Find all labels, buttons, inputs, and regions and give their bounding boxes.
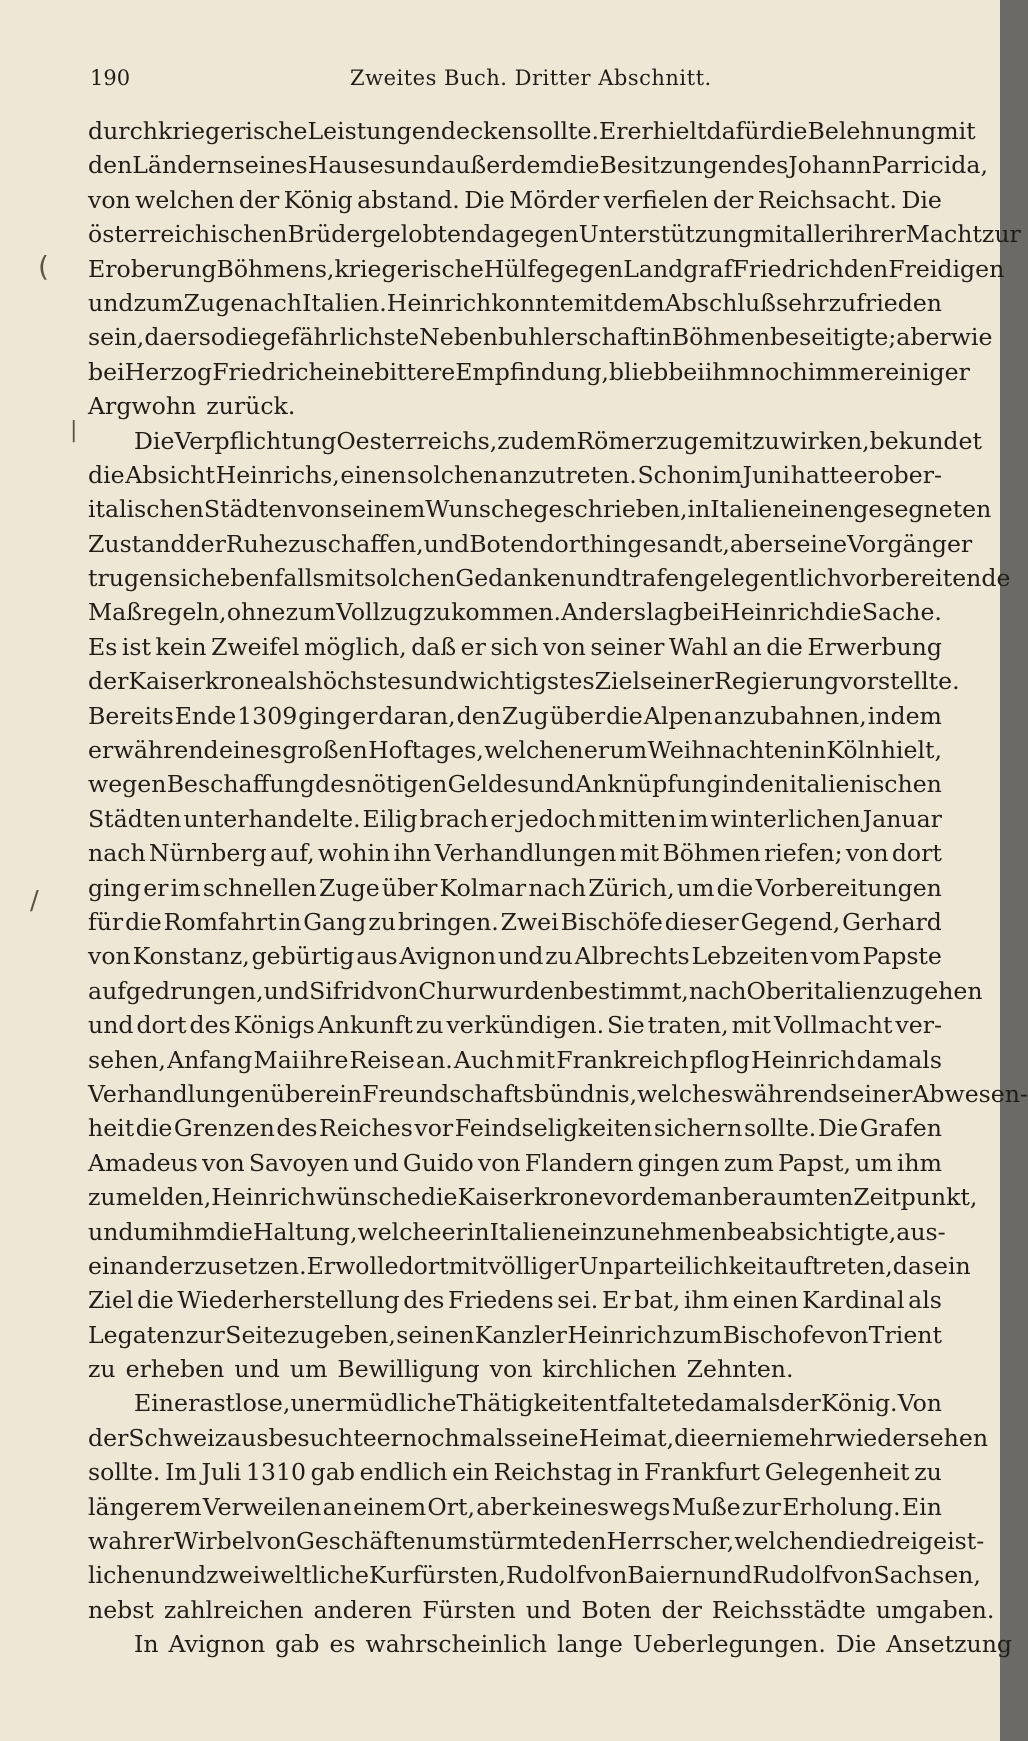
page-header bbox=[88, 66, 942, 106]
text-line: ging er im schnellen Zuge über Kolmar nach Zürich, um die Vorbereitungen bbox=[88, 873, 942, 902]
text-line: er während eines großen Hoftages, welchen er um Weihnachten in Köln hielt, bbox=[88, 736, 942, 765]
text-line: Eroberung Böhmens, kriegerische Hülfe gegen Landgraf Friedrich den Freidigen bbox=[88, 254, 1005, 283]
text-line: sein, da er so die gefährlichste Nebenbuhlerschaft in Böhmen beseitigte; aber wie bbox=[88, 323, 993, 352]
text-line: den Ländern seines Hauses und außerdem die Besitzungen des Johann Parricida, bbox=[88, 151, 988, 180]
margin-mark-1: ( bbox=[38, 250, 49, 283]
text-line: längerem Verweilen an einem Ort, aber keineswegs Muße zur Erholung. Ein bbox=[88, 1492, 942, 1521]
text-line: von Konstanz, gebürtig aus Avignon und zu Albrechts Lebzeiten vom Papste bbox=[88, 942, 942, 971]
text-line: Maßregeln, ohne zum Vollzug zu kommen. Anders lag bei Heinrich die Sache. bbox=[88, 598, 942, 627]
margin-mark-3: / bbox=[30, 886, 39, 916]
text-line: Amadeus von Savoyen und Guido von Flandern gingen zum Papst, um ihm bbox=[88, 1148, 942, 1177]
text-line: und um ihm die Haltung, welche er in Italien einzunehmen beabsichtigte, aus- bbox=[88, 1217, 946, 1246]
text-line: österreichischen Brüder gelobten dagegen Unterstützung mit aller ihrer Macht zur bbox=[88, 220, 1021, 249]
text-line: der Schweiz aus besuchte er nochmals seine Heimat, die er nie mehr wiedersehen bbox=[88, 1423, 989, 1452]
text-line: wegen Beschaffung des nötigen Geldes und Anknüpfung in den italienischen bbox=[88, 770, 942, 799]
text-line: einanderzusetzen. Er wolle dort mit völliger Unparteilichkeit auftreten, da sein bbox=[88, 1251, 971, 1280]
text-line: Es ist kein Zweifel möglich, daß er sich von seiner Wahl an die Erwerbung bbox=[88, 632, 942, 661]
text-line: In Avignon gab es wahrscheinlich lange Ueberlegungen. Die Ansetzung bbox=[134, 1630, 1012, 1659]
text-line: für die Romfahrt in Gang zu bringen. Zwei Bischöfe dieser Gegend, Gerhard bbox=[88, 907, 942, 936]
page-number: 190 bbox=[90, 66, 131, 90]
text-line: Argwohn zurück. bbox=[88, 392, 296, 421]
text-line: Legaten zur Seite zu geben, seinen Kanzler Heinrich zum Bischofe von Trient bbox=[88, 1320, 942, 1349]
text-line: Städten unterhandelte. Eilig brach er jedoch mitten im winterlichen Januar bbox=[88, 804, 942, 833]
running-head: Zweites Buch. Dritter Abschnitt. bbox=[350, 66, 712, 90]
text-line: sollte. Im Juli 1310 gab endlich ein Reichstag in Frankfurt Gelegenheit zu bbox=[88, 1458, 942, 1487]
text-line: und zum Zuge nach Italien. Heinrich konnte mit dem Abschluß sehr zufrieden bbox=[88, 288, 942, 317]
text-line: sehen, Anfang Mai ihre Reise an. Auch mit Frankreich pflog Heinrich damals bbox=[88, 1045, 942, 1074]
text-line: und dort des Königs Ankunft zu verkündigen. Sie traten, mit Vollmacht ver- bbox=[88, 1011, 942, 1040]
text-line: aufgedrungen, und Sifrid von Chur wurden bestimmt, nach Oberitalien zu gehen bbox=[88, 976, 983, 1005]
text-line: wahrer Wirbel von Geschäften umstürmte den Herrscher, welchen die drei geist- bbox=[88, 1527, 985, 1556]
text-line: zu erheben und um Bewilligung von kirchlichen Zehnten. bbox=[88, 1355, 794, 1384]
text-line: der Kaiserkrone als höchstes und wichtigstes Ziel seiner Regierung vorstellte. bbox=[88, 667, 960, 696]
text-line: nach Nürnberg auf, wohin ihn Verhandlungen mit Böhmen riefen; von dort bbox=[88, 839, 942, 868]
text-line: Die Verpflichtung Oesterreichs, zu dem Römerzuge mitzuwirken, bekundet bbox=[134, 426, 982, 455]
text-line: Bereits Ende 1309 ging er daran, den Zug über die Alpen anzubahnen, indem bbox=[88, 701, 942, 730]
text-line: nebst zahlreichen anderen Fürsten und Boten der Reichsstädte umgaben. bbox=[88, 1595, 995, 1624]
text-line: italischen Städten von seinem Wunsche geschrieben, in Italien einen gesegneten bbox=[88, 495, 992, 524]
text-line: Eine rastlose, unermüdliche Thätigkeit entfaltete damals der König. Von bbox=[134, 1389, 942, 1418]
text-line: bei Herzog Friedrich eine bittere Empfindung, blieb bei ihm noch immer einiger bbox=[88, 357, 970, 386]
text-line: zu melden, Heinrich wünsche die Kaiserkrone vor dem anberaumten Zeitpunkt, bbox=[88, 1183, 978, 1212]
text-line: Ziel die Wiederherstellung des Friedens sei. Er bat, ihm einen Kardinal als bbox=[88, 1286, 942, 1315]
text-line: trugen sich ebenfalls mit solchen Gedanken und trafen gelegentlich vorbereitende bbox=[88, 564, 1011, 593]
text-line: lichen und zwei weltliche Kurfürsten, Rudolf von Baiern und Rudolf von Sachsen, bbox=[88, 1561, 981, 1590]
text-line: Zustand der Ruhe zu schaffen, und Boten dorthin gesandt, aber seine Vorgänger bbox=[88, 529, 973, 558]
text-line: durch kriegerische Leistungen decken sollte. Er erhielt dafür die Belehnung mit bbox=[88, 117, 976, 145]
text-line: die Absicht Heinrichs, einen solchen anzutreten. Schon im Juni hatte er ober- bbox=[88, 460, 942, 489]
text-line: Verhandlungen über ein Freundschaftsbündnis, welches während seiner Abwesen- bbox=[88, 1079, 1028, 1108]
margin-mark-2: | bbox=[70, 418, 78, 443]
text-line: von welchen der König abstand. Die Mörder verfielen der Reichsacht. Die bbox=[88, 185, 942, 214]
text-line: heit die Grenzen des Reiches vor Feindseligkeiten sichern sollte. Die Grafen bbox=[88, 1114, 942, 1143]
body-text bbox=[88, 114, 1028, 1662]
